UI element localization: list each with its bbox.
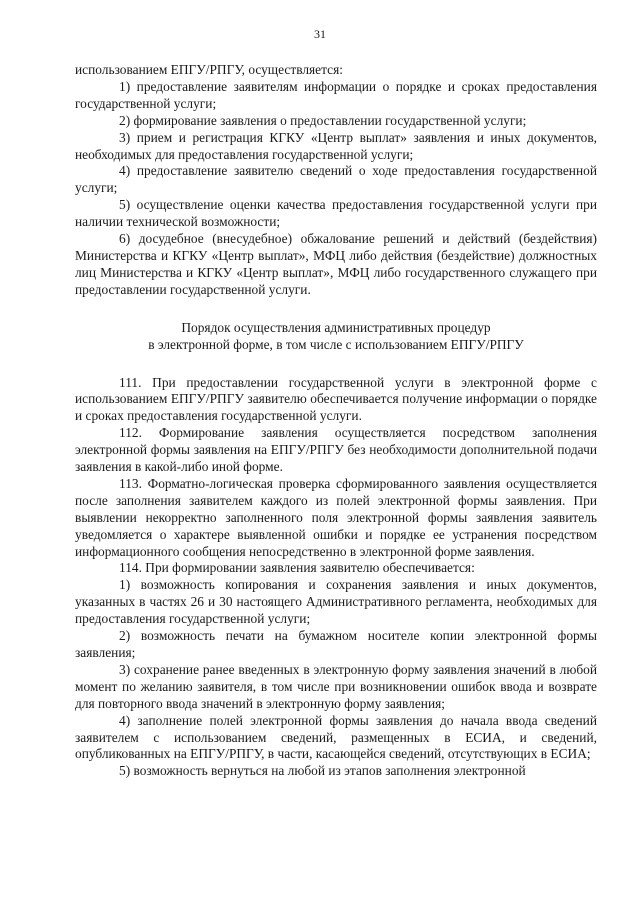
paragraph-112: 112. Формирование заявления осуществляется посредством заполнения электронной формы заявления на ЕПГУ/РПГУ без необходимости дополнительной подачи заявления в какой-либо иной форме.: [75, 425, 597, 475]
subitem-1: 1) возможность копирования и сохранения заявления и иных документов, указанных в частях 26 и 30 настоящего Административного регламента, необходимых для предоставления государственной услуги;: [75, 577, 597, 627]
paragraph-114: 114. При формировании заявления заявителю обеспечивается:: [119, 560, 475, 576]
document-body: [75, 62, 597, 780]
list-item-4: 4) предоставление заявителю сведений о ходе предоставления государственной услуги;: [75, 163, 597, 196]
section-heading-line-2: в электронной форме, в том числе с использованием ЕПГУ/РПГУ: [148, 336, 524, 352]
paragraph-111: 111. При предоставлении государственной услуги в электронной форме с использованием ЕПГУ/РПГУ заявителю обеспечивается получение информации о порядке и сроках предоставления государственной услуги.: [75, 374, 597, 424]
list-item-2: 2) формирование заявления о предоставлении государственной услуги;: [119, 112, 527, 128]
subitem-3: 3) сохранение ранее введенных в электронную форму заявления значений в любой момент по желанию заявителя, в том числе при возникновении ошибок ввода и возврате для повторного ввода значений в электронную форму заявления;: [75, 661, 597, 711]
section-heading: [75, 320, 597, 354]
page-number: 31: [314, 27, 326, 41]
paragraph-113: 113. Форматно-логическая проверка сформированного заявления осуществляется после заполнения заявителем каждого из полей электронной формы заявления. При выявлении некорректно заполненного поля электронной формы заявления заявитель уведомляется о характере выявленной ошибки и порядке ее устранения посредством информационного сообщения непосредственно в электронной форме заявления.: [75, 475, 597, 559]
subitem-4: 4) заполнение полей электронной формы заявления до начала ввода сведений заявителем с использованием сведений, размещенных в ЕСИА, и сведений, опубликованных на ЕПГУ/РПГУ, в части, касающейся сведений, отсутствующих в ЕСИА;: [75, 712, 597, 762]
list-item-3: 3) прием и регистрация КГКУ «Центр выплат» заявления и иных документов, необходимых для предоставления государственной услуги;: [75, 129, 597, 162]
section-heading-line-1: Порядок осуществления административных процедур: [181, 319, 491, 335]
subitem-5: 5) возможность вернуться на любой из этапов заполнения электронной: [119, 763, 526, 779]
list-item-5: 5) осуществление оценки качества предоставления государственной услуги при наличии технической возможности;: [75, 197, 597, 230]
paragraph-continuation: использованием ЕПГУ/РПГУ, осуществляется:: [75, 62, 343, 77]
list-item-6: 6) досудебное (внесудебное) обжалование решений и действий (бездействия) Министерства и КГКУ «Центр выплат», МФЦ либо действия (бездействие) должностных лиц Министерства и КГКУ «Центр выплат», МФЦ либо государственного служащего при предоставлении государственной услуги.: [75, 231, 597, 297]
list-item-1: 1) предоставление заявителям информации о порядке и сроках предоставления государственной услуги;: [75, 78, 597, 111]
subitem-2: 2) возможность печати на бумажном носителе копии электронной формы заявления;: [75, 628, 597, 660]
